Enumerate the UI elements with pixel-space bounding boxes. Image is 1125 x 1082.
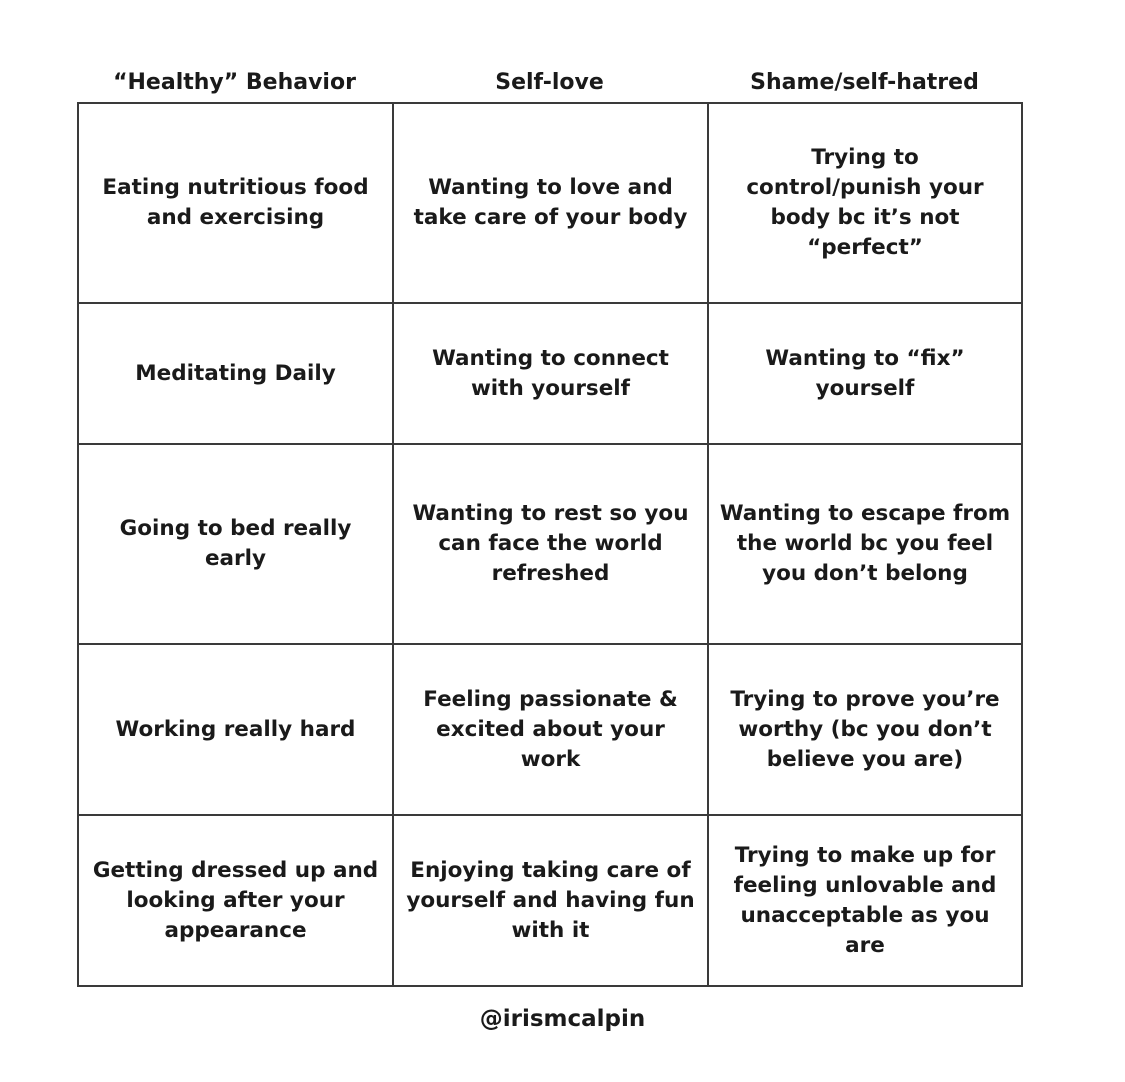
cell-text: Eating nutritious food and exercising [102, 175, 369, 230]
table-cell-shame [709, 304, 1021, 445]
table-cell-behavior [79, 645, 394, 816]
table-cell-behavior [79, 104, 394, 304]
cell-text: Feeling passionate & excited about your work [423, 686, 678, 772]
table-cell-shame [709, 645, 1021, 816]
table-cell-self-love [394, 816, 709, 985]
table-cell-self-love [394, 645, 709, 816]
cell-text: Wanting to connect with yourself [432, 345, 669, 401]
table-cell-shame [709, 816, 1021, 985]
cell-text: Working really hard [115, 716, 356, 742]
cell-text: Meditating Daily [135, 360, 336, 386]
cell-text: Wanting to love and take care of your body [413, 175, 688, 230]
cell-text: Trying to make up for feeling unlovable and unacceptable as you are [733, 842, 997, 958]
table-cell-shame [709, 104, 1021, 304]
table-cell-behavior [79, 816, 394, 985]
cell-text: Enjoying taking care of yourself and having fun with it [406, 857, 695, 943]
column-header-self-love: Self-love [495, 70, 604, 95]
table-cell-behavior [79, 304, 394, 445]
cell-text: Trying to prove you’re worthy (bc you don’t believe you are) [730, 686, 1000, 772]
cell-text: Wanting to escape from the world bc you feel you don’t belong [719, 501, 1011, 586]
cell-text: Wanting to rest so you can face the world refreshed [412, 501, 689, 586]
cell-text: Getting dressed up and looking after your appearance [92, 857, 379, 943]
table-cell-shame [709, 445, 1021, 645]
column-header-healthy-behavior: “Healthy” Behavior [113, 70, 356, 95]
table-cell-behavior [79, 445, 394, 645]
cell-text: Going to bed really early [119, 516, 352, 571]
author-handle: @irismcalpin [479, 1006, 646, 1032]
table-cell-self-love [394, 104, 709, 304]
cell-text: Wanting to “fix” yourself [765, 345, 965, 401]
comparison-table [77, 102, 1023, 987]
column-header-shame: Shame/self-hatred [750, 70, 979, 95]
table-header [77, 64, 1023, 102]
table-cell-self-love [394, 445, 709, 645]
cell-text: Trying to control/punish your body bc it’s not “perfect” [746, 145, 984, 260]
table-cell-self-love [394, 304, 709, 445]
